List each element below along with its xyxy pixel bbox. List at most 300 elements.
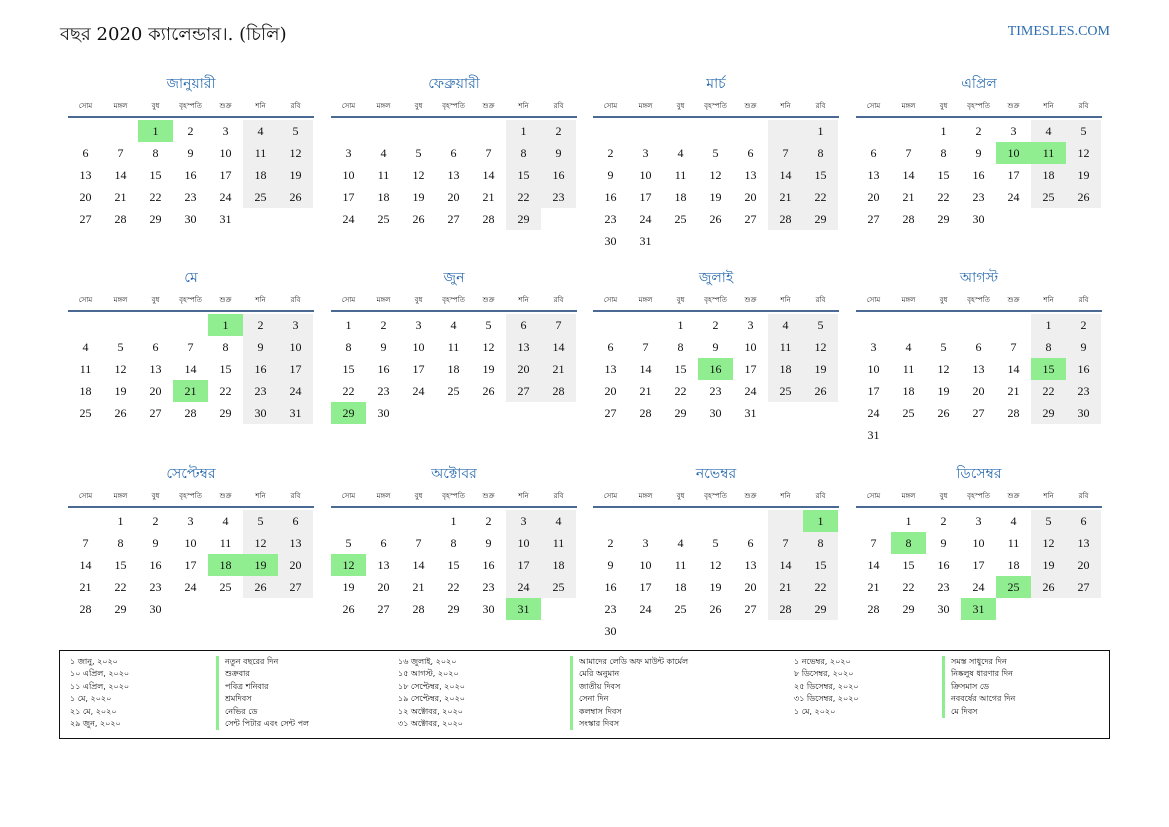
- empty-cell: [103, 314, 138, 336]
- day-cell: 29: [149, 212, 162, 226]
- empty-cell: [733, 620, 768, 642]
- weekday-header: সোম মঙ্গল বুধ বৃহস্পতি শুক্র শনি রবি: [68, 100, 314, 118]
- day-cell: 2: [187, 124, 194, 138]
- weekday-header: সোম মঙ্গল বুধ বৃহস্পতি শুক্র শনি রবি: [331, 100, 577, 118]
- empty-cell: [698, 510, 733, 532]
- holiday-entry: ক্রিসমাস ডে: [951, 681, 989, 691]
- day-cell: 12: [709, 168, 722, 182]
- empty-cell: [628, 620, 663, 642]
- day-cell: 18: [674, 190, 687, 204]
- day-cell: 31: [278, 402, 313, 424]
- holiday-names-col-3: [942, 656, 1015, 718]
- day-cell: 30: [377, 406, 390, 420]
- day-cell: 21: [79, 580, 92, 594]
- day-cell: 22: [937, 190, 950, 204]
- holiday-entry: নেভির ডে: [225, 706, 258, 716]
- day-cell: 21: [768, 576, 803, 598]
- month-block: [68, 73, 314, 230]
- day-cell: 30: [149, 602, 162, 616]
- day-cell: 2: [940, 514, 947, 528]
- day-cell: 18: [1007, 558, 1020, 572]
- day-cell: 15: [219, 362, 232, 376]
- weekday-header: সোম মঙ্গল বুধ বৃহস্পতি শুক্র শনি রবি: [593, 490, 839, 508]
- day-cell: 13: [149, 362, 162, 376]
- day-cell: 19: [114, 384, 127, 398]
- empty-cell: [733, 510, 768, 532]
- day-cell: 1: [905, 514, 912, 528]
- day-cell: 6: [870, 146, 877, 160]
- day-cell: 20: [79, 190, 92, 204]
- day-cell: 19: [803, 358, 838, 380]
- day-cell: 23: [972, 190, 985, 204]
- day-cell: 5: [712, 536, 719, 550]
- holiday-entry: নববর্ষের আগের দিন: [951, 694, 1016, 704]
- day-cell: 30: [937, 602, 950, 616]
- empty-cell: [768, 120, 803, 142]
- empty-cell: [803, 402, 838, 424]
- day-cell: 11: [79, 362, 92, 376]
- empty-cell: [1066, 424, 1101, 446]
- day-cell: 19: [709, 580, 722, 594]
- day-cell: 23: [937, 580, 950, 594]
- empty-cell: [366, 510, 401, 532]
- empty-cell: [541, 402, 576, 424]
- day-cell: 5: [1031, 510, 1066, 532]
- day-cell: 25: [447, 384, 460, 398]
- day-cell: 24: [506, 576, 541, 598]
- day-cell: 14: [902, 168, 915, 182]
- day-cell: 23: [709, 384, 722, 398]
- day-cell: 14: [114, 168, 127, 182]
- day-cell: 3: [747, 318, 754, 332]
- day-cell: 6: [450, 146, 457, 160]
- day-cell: 12: [937, 362, 950, 376]
- day-cell: 13: [972, 362, 985, 376]
- day-cell: 4: [450, 318, 457, 332]
- day-cell: 3: [345, 146, 352, 160]
- day-cell: 22: [149, 190, 162, 204]
- day-cell: 21: [412, 580, 425, 594]
- day-cell: 21: [1007, 384, 1020, 398]
- day-cell: 7: [642, 340, 649, 354]
- day-cell: 16: [937, 558, 950, 572]
- day-cell: 10: [278, 336, 313, 358]
- day-cell: 26: [278, 186, 313, 208]
- day-cell: 22: [114, 580, 127, 594]
- empty-cell: [331, 510, 366, 532]
- day-cell: 27: [506, 380, 541, 402]
- holiday-dates-col-2: [398, 656, 465, 730]
- day-cell: 2: [712, 318, 719, 332]
- day-cell: 13: [79, 168, 92, 182]
- day-cell: 9: [243, 336, 278, 358]
- month-block: [68, 463, 314, 620]
- day-cell: 27: [447, 212, 460, 226]
- day-cell: 25: [243, 186, 278, 208]
- day-cell: 2: [152, 514, 159, 528]
- day-cell: 23: [604, 602, 617, 616]
- day-grid: [856, 314, 1102, 446]
- day-cell: 12: [412, 168, 425, 182]
- day-cell: 4: [222, 514, 229, 528]
- day-cell: 21: [768, 186, 803, 208]
- day-cell: 7: [1010, 340, 1017, 354]
- empty-cell: [401, 402, 436, 424]
- day-cell: 13: [867, 168, 880, 182]
- day-cell: 4: [1031, 120, 1066, 142]
- day-cell: 1: [208, 314, 243, 336]
- holiday-entry: ১ নভেম্বর, ২০২০: [794, 657, 851, 666]
- day-cell: 16: [972, 168, 985, 182]
- day-cell: 13: [377, 558, 390, 572]
- day-cell: 6: [975, 340, 982, 354]
- empty-cell: [628, 510, 663, 532]
- day-cell: 7: [768, 532, 803, 554]
- day-cell: 11: [1007, 536, 1020, 550]
- empty-cell: [1066, 598, 1101, 620]
- day-cell: 11: [447, 340, 460, 354]
- day-cell: 31: [506, 598, 541, 620]
- site-link[interactable]: TIMESLES.COM: [1007, 24, 1110, 39]
- day-cell: 4: [82, 340, 89, 354]
- day-cell: 5: [803, 314, 838, 336]
- day-cell: 20: [744, 580, 757, 594]
- day-cell: 20: [149, 384, 162, 398]
- day-cell: 20: [972, 384, 985, 398]
- holiday-entry: সেনা দিন: [579, 694, 609, 704]
- day-cell: 18: [208, 554, 243, 576]
- day-grid: [593, 314, 839, 424]
- day-cell: 25: [79, 406, 92, 420]
- holiday-dates-col-1: [70, 656, 129, 730]
- month-title: ফেব্রুয়ারী: [428, 76, 480, 92]
- holiday-entry: ১২ অক্টোবর, ২০২০: [398, 706, 463, 716]
- day-cell: 5: [1066, 120, 1101, 142]
- day-cell: 7: [485, 146, 492, 160]
- day-cell: 10: [506, 532, 541, 554]
- day-cell: 8: [803, 532, 838, 554]
- day-cell: 23: [377, 384, 390, 398]
- day-cell: 1: [345, 318, 352, 332]
- day-cell: 27: [79, 212, 92, 226]
- day-cell: 3: [642, 146, 649, 160]
- day-cell: 6: [506, 314, 541, 336]
- month-block: [593, 463, 839, 642]
- day-cell: 4: [905, 340, 912, 354]
- holiday-entry: মে দিবস: [951, 706, 978, 716]
- day-cell: 29: [447, 602, 460, 616]
- day-cell: 19: [1031, 554, 1066, 576]
- day-cell: 24: [342, 212, 355, 226]
- day-cell: 22: [902, 580, 915, 594]
- day-cell: 25: [674, 602, 687, 616]
- day-grid: [68, 314, 314, 424]
- day-cell: 6: [747, 536, 754, 550]
- empty-cell: [996, 208, 1031, 230]
- day-cell: 20: [604, 384, 617, 398]
- holiday-list: [59, 650, 1110, 739]
- day-cell: 16: [604, 580, 617, 594]
- day-cell: 3: [415, 318, 422, 332]
- day-cell: 11: [219, 536, 232, 550]
- day-cell: 10: [184, 536, 197, 550]
- day-cell: 27: [744, 212, 757, 226]
- day-cell: 22: [219, 384, 232, 398]
- day-cell: 9: [712, 340, 719, 354]
- day-cell: 19: [243, 554, 278, 576]
- day-cell: 31: [219, 212, 232, 226]
- empty-cell: [68, 120, 103, 142]
- empty-cell: [173, 598, 208, 620]
- day-cell: 9: [485, 536, 492, 550]
- holiday-entry: সেন্ট পিটার এবং সেন্ট পল: [225, 718, 309, 728]
- holiday-entry: ১৬ জুলাই, ২০২০: [398, 657, 457, 666]
- day-cell: 24: [744, 384, 757, 398]
- day-cell: 27: [278, 576, 313, 598]
- day-cell: 3: [506, 510, 541, 532]
- day-cell: 5: [712, 146, 719, 160]
- day-cell: 4: [677, 146, 684, 160]
- month-block: [856, 463, 1102, 620]
- day-cell: 26: [1066, 186, 1101, 208]
- holiday-entry: মেরি অনুমান: [579, 669, 620, 679]
- day-cell: 26: [803, 380, 838, 402]
- day-cell: 17: [184, 558, 197, 572]
- day-cell: 29: [674, 406, 687, 420]
- empty-cell: [926, 314, 961, 336]
- day-cell: 20: [506, 358, 541, 380]
- day-cell: 12: [1031, 532, 1066, 554]
- month-title: জুন: [443, 270, 465, 286]
- empty-cell: [698, 120, 733, 142]
- day-cell: 29: [114, 602, 127, 616]
- day-cell: 24: [1007, 190, 1020, 204]
- empty-cell: [698, 620, 733, 642]
- month-block: [593, 267, 839, 424]
- day-cell: 14: [184, 362, 197, 376]
- day-cell: 12: [278, 142, 313, 164]
- day-cell: 9: [152, 536, 159, 550]
- empty-cell: [366, 120, 401, 142]
- day-grid: [856, 510, 1102, 620]
- day-cell: 28: [79, 602, 92, 616]
- day-cell: 29: [803, 598, 838, 620]
- weekday-header: সোম মঙ্গল বুধ বৃহস্পতি শুক্র শনি রবি: [68, 490, 314, 508]
- month-title: জুলাই: [698, 270, 734, 286]
- day-cell: 16: [184, 168, 197, 182]
- day-cell: 20: [447, 190, 460, 204]
- day-cell: 18: [541, 554, 576, 576]
- day-cell: 27: [1066, 576, 1101, 598]
- day-cell: 23: [1066, 380, 1101, 402]
- day-cell: 5: [940, 340, 947, 354]
- empty-cell: [961, 424, 996, 446]
- empty-cell: [628, 120, 663, 142]
- day-cell: 4: [541, 510, 576, 532]
- empty-cell: [663, 510, 698, 532]
- holiday-entry: কলম্বাস দিবস: [579, 706, 622, 716]
- day-cell: 10: [744, 340, 757, 354]
- holiday-entry: পবিত্র শনিবার: [225, 681, 269, 691]
- day-cell: 4: [677, 536, 684, 550]
- day-cell: 29: [506, 208, 541, 230]
- day-cell: 15: [149, 168, 162, 182]
- day-cell: 28: [768, 208, 803, 230]
- day-cell: 11: [674, 558, 687, 572]
- day-grid: [856, 120, 1102, 230]
- day-cell: 3: [222, 124, 229, 138]
- day-cell: 14: [412, 558, 425, 572]
- day-cell: 12: [709, 558, 722, 572]
- day-cell: 15: [114, 558, 127, 572]
- day-cell: 30: [184, 212, 197, 226]
- day-cell: 8: [677, 340, 684, 354]
- day-cell: 18: [243, 164, 278, 186]
- empty-cell: [593, 120, 628, 142]
- day-cell: 20: [278, 554, 313, 576]
- day-grid: [68, 510, 314, 620]
- holiday-dates-col-3: [794, 656, 859, 718]
- day-grid: [593, 510, 839, 642]
- day-cell: 25: [1031, 186, 1066, 208]
- day-cell: 27: [604, 406, 617, 420]
- day-cell: 12: [803, 336, 838, 358]
- day-cell: 1: [138, 120, 173, 142]
- empty-cell: [278, 598, 313, 620]
- day-cell: 9: [380, 340, 387, 354]
- day-cell: 16: [1066, 358, 1101, 380]
- day-cell: 19: [412, 190, 425, 204]
- day-cell: 15: [342, 362, 355, 376]
- empty-cell: [996, 598, 1031, 620]
- day-cell: 27: [744, 602, 757, 616]
- day-cell: 25: [377, 212, 390, 226]
- day-cell: 9: [607, 558, 614, 572]
- day-cell: 8: [345, 340, 352, 354]
- empty-cell: [103, 120, 138, 142]
- weekday-header: সোম মঙ্গল বুধ বৃহস্পতি শুক্র শনি রবি: [856, 294, 1102, 312]
- day-cell: 20: [377, 580, 390, 594]
- day-cell: 6: [1066, 510, 1101, 532]
- day-cell: 11: [541, 532, 576, 554]
- day-cell: 27: [867, 212, 880, 226]
- day-cell: 12: [331, 554, 366, 576]
- day-cell: 7: [870, 536, 877, 550]
- day-cell: 6: [152, 340, 159, 354]
- day-cell: 25: [541, 576, 576, 598]
- day-cell: 18: [674, 580, 687, 594]
- day-cell: 28: [482, 212, 495, 226]
- day-cell: 14: [639, 362, 652, 376]
- empty-cell: [961, 314, 996, 336]
- day-cell: 28: [639, 406, 652, 420]
- holiday-entry: আমাদের লেডি অফ মাউন্ট কার্মেল: [579, 657, 689, 666]
- month-title: মার্চ: [706, 76, 726, 92]
- day-cell: 21: [639, 384, 652, 398]
- month-title: সেপ্টেম্বর: [166, 466, 216, 482]
- holiday-entry: নতুন বছরের দিন: [225, 657, 279, 666]
- empty-cell: [628, 314, 663, 336]
- day-cell: 3: [1010, 124, 1017, 138]
- month-title: জানুয়ারী: [166, 76, 216, 92]
- month-title: মে: [184, 270, 198, 286]
- day-cell: 3: [870, 340, 877, 354]
- empty-cell: [891, 424, 926, 446]
- day-cell: 18: [79, 384, 92, 398]
- day-cell: 4: [380, 146, 387, 160]
- holiday-entry: ২৫ ডিসেম্বর, ২০২০: [794, 681, 859, 691]
- day-cell: 25: [996, 576, 1031, 598]
- day-cell: 1: [803, 120, 838, 142]
- day-cell: 21: [541, 358, 576, 380]
- empty-cell: [856, 120, 891, 142]
- empty-cell: [541, 208, 576, 230]
- day-cell: 19: [278, 164, 313, 186]
- holiday-entry: ১ মে, ২০২০: [70, 694, 112, 704]
- empty-cell: [1031, 208, 1066, 230]
- day-cell: 3: [975, 514, 982, 528]
- day-cell: 24: [219, 190, 232, 204]
- day-cell: 11: [768, 336, 803, 358]
- day-cell: 21: [867, 580, 880, 594]
- holiday-entry: ১১ এপ্রিল, ২০২০: [70, 681, 130, 691]
- empty-cell: [68, 314, 103, 336]
- day-cell: 13: [447, 168, 460, 182]
- month-title: আগস্ট: [959, 270, 999, 286]
- day-cell: 9: [1066, 336, 1101, 358]
- day-cell: 28: [541, 380, 576, 402]
- day-cell: 16: [149, 558, 162, 572]
- day-cell: 21: [173, 380, 208, 402]
- day-cell: 8: [152, 146, 159, 160]
- empty-cell: [1066, 208, 1101, 230]
- day-cell: 7: [117, 146, 124, 160]
- day-cell: 23: [243, 380, 278, 402]
- empty-cell: [436, 402, 471, 424]
- holiday-entry: ১৮ সেপ্টেম্বর, ২০২০: [398, 681, 465, 691]
- day-cell: 24: [184, 580, 197, 594]
- day-cell: 12: [114, 362, 127, 376]
- day-cell: 26: [412, 212, 425, 226]
- day-cell: 11: [902, 362, 915, 376]
- month-block: [331, 463, 577, 620]
- day-cell: 17: [412, 362, 425, 376]
- day-cell: 3: [187, 514, 194, 528]
- day-cell: 2: [541, 120, 576, 142]
- day-cell: 16: [604, 190, 617, 204]
- day-cell: 2: [1066, 314, 1101, 336]
- empty-cell: [243, 208, 278, 230]
- day-cell: 12: [243, 532, 278, 554]
- day-cell: 24: [278, 380, 313, 402]
- empty-cell: [243, 598, 278, 620]
- empty-cell: [856, 314, 891, 336]
- holiday-entry: ১৯ সেপ্টেম্বর, ২০২০: [398, 694, 465, 704]
- day-cell: 10: [639, 168, 652, 182]
- day-cell: 13: [604, 362, 617, 376]
- day-cell: 1: [1031, 314, 1066, 336]
- empty-cell: [401, 120, 436, 142]
- day-cell: 15: [803, 554, 838, 576]
- weekday-header: সোম মঙ্গল বুধ বৃহস্পতি শুক্র শনি রবি: [593, 294, 839, 312]
- month-title: অক্টোবর: [431, 466, 477, 482]
- day-cell: 14: [867, 558, 880, 572]
- day-cell: 10: [639, 558, 652, 572]
- day-cell: 18: [1031, 164, 1066, 186]
- day-cell: 15: [1031, 358, 1066, 380]
- holiday-entry: শুক্রবার: [225, 669, 250, 679]
- holiday-entry: ১০ এপ্রিল, ২০২০: [70, 669, 130, 679]
